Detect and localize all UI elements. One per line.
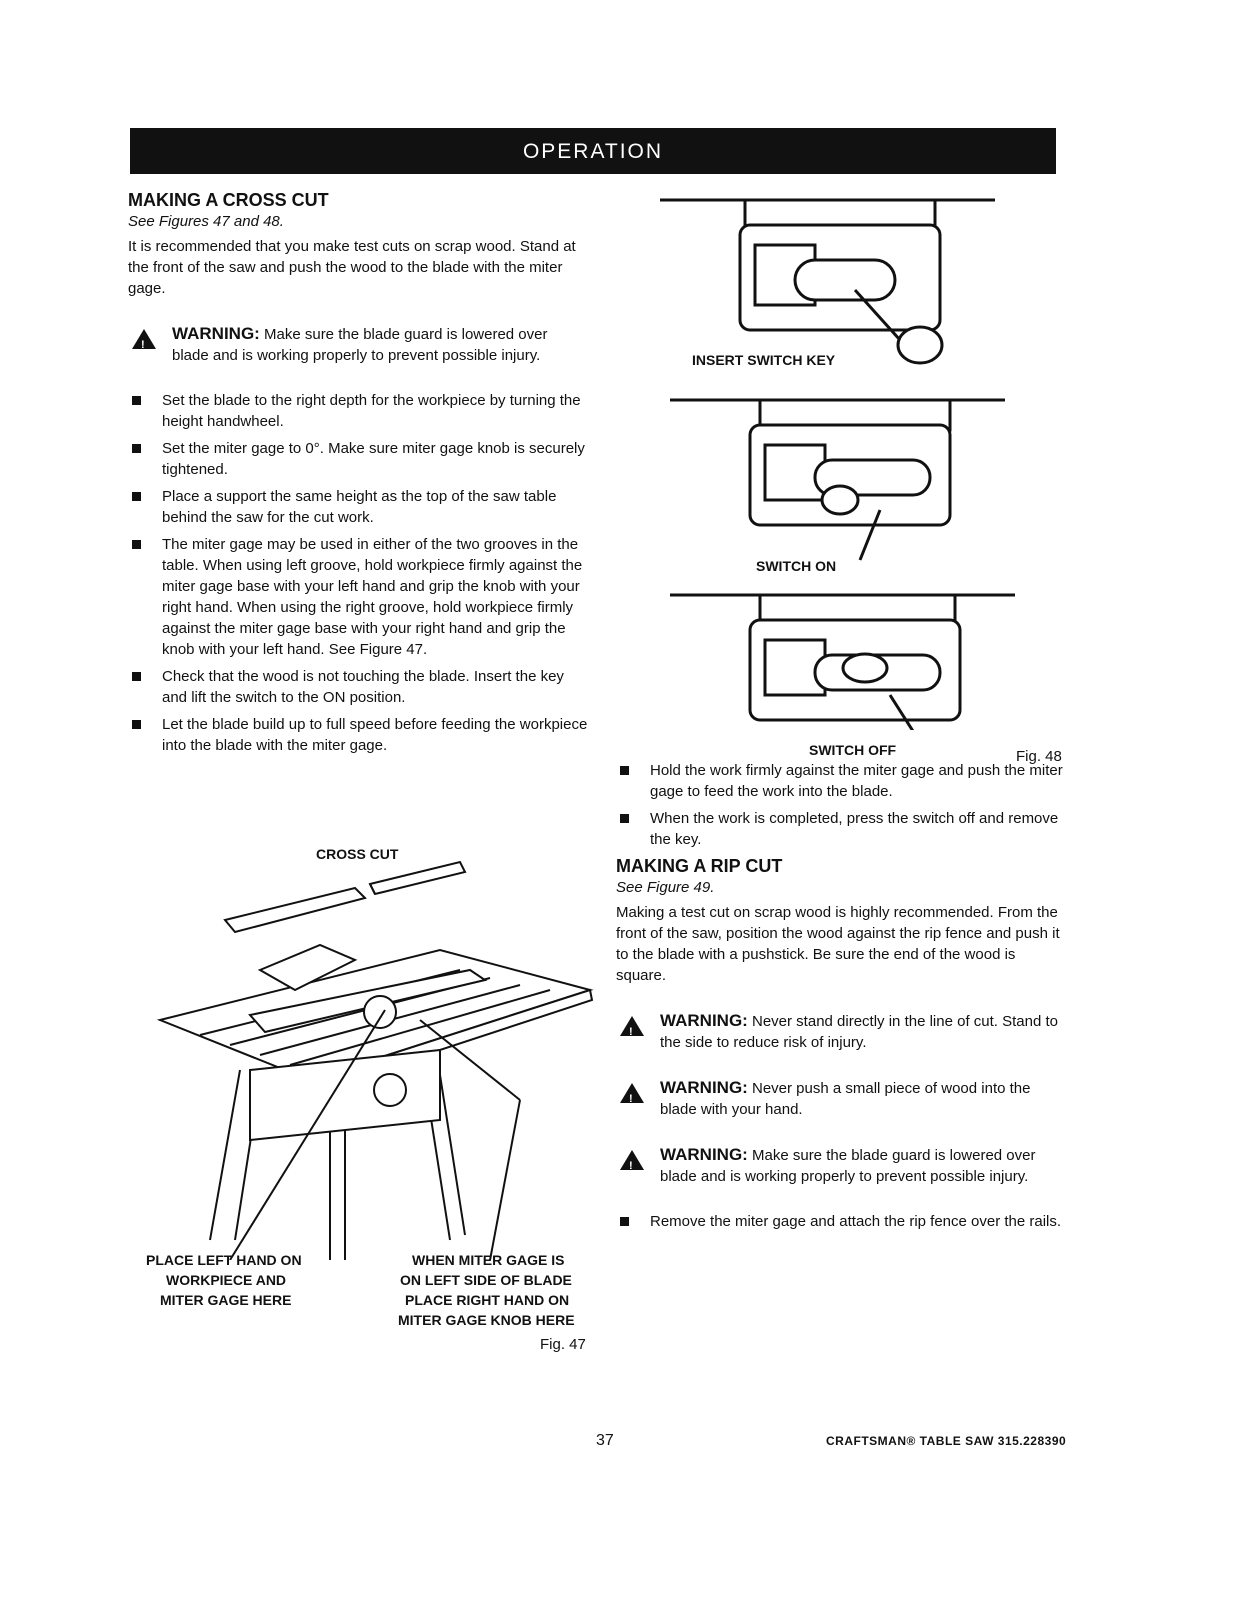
warning-icon [620,1083,644,1103]
cross-cut-warning [128,323,588,366]
list-item: Check that the wood is not touching the blade. Insert the key and lift the switch to the ON position. [128,666,588,708]
figure-48 [650,190,1070,765]
warning-label: WARNING: [660,1078,748,1097]
footer-brand: CRAFTSMAN® TABLE SAW 315.228390 [826,1434,1067,1448]
list-item: Let the blade build up to full speed before feeding the workpiece into the blade with the miter gage. [128,714,588,756]
label-cross-cut: CROSS CUT [316,846,399,862]
rip-warning-1 [616,1010,1066,1053]
list-item: Set the miter gage to 0°. Make sure miter gage knob is securely tightened. [128,438,588,480]
page-number: 37 [596,1432,614,1449]
fig-47-number: Fig. 47 [540,1336,586,1353]
label-right-hand-1: WHEN MITER GAGE IS [412,1252,565,1268]
warning-icon [132,329,156,349]
left-column [128,190,588,762]
warning-text: Make sure the blade guard is lowered over blade and is working properly to prevent possible injury. [172,326,548,364]
rip-warning-3 [616,1144,1066,1187]
warning-text: Never push a small piece of wood into the blade with your hand. [660,1080,1031,1118]
warning-label: WARNING: [660,1145,748,1164]
list-item: When the work is completed, press the switch off and remove the key. [616,808,1066,850]
section-header [130,128,1056,174]
switch-illustration [650,190,1070,730]
cross-cut-intro: It is recommended that you make test cuts on scrap wood. Stand at the front of the saw and push the wood to the blade with the miter gage. [128,238,576,297]
cross-cut-steps [128,390,588,756]
list-item: Hold the work firmly against the miter gage and push the miter gage to feed the work into the blade. [616,760,1066,802]
list-item: Remove the miter gage and attach the rip fence over the rails. [616,1211,1066,1232]
list-item: The miter gage may be used in either of the two grooves in the table. When using left groove, hold workpiece firmly against the miter gage base with your left hand and grip the knob with your right hand. When using the right groove, hold workpiece firmly against the miter gage base with your right hand and grip the knob with your left hand. See Figure 47. [128,534,588,660]
warning-icon [620,1016,644,1036]
label-right-hand-3: PLACE RIGHT HAND ON [405,1292,570,1308]
cross-cut-steps-continued [616,760,1066,850]
cross-cut-see: See Figures 47 and 48. [128,213,284,230]
label-left-hand-3: MITER GAGE HERE [160,1292,292,1308]
right-column [616,760,1066,1238]
label-right-hand-2: ON LEFT SIDE OF BLADE [400,1272,572,1288]
label-switch-on: SWITCH ON [756,558,837,574]
rip-warning-2 [616,1077,1066,1120]
rip-cut-intro: Making a test cut on scrap wood is highly recommended. From the front of the saw, position the wood against the rip fence and push it to the blade with a pushstick. Be sure the end of the wood is square. [616,904,1060,984]
list-item: Set the blade to the right depth for the workpiece by turning the height handwheel. [128,390,588,432]
rip-cut-heading: MAKING A RIP CUT [616,856,783,876]
label-right-hand-4: MITER GAGE KNOB HERE [398,1312,575,1328]
label-switch-off: SWITCH OFF [809,742,897,758]
rip-cut-steps [616,1211,1066,1232]
warning-label: WARNING: [172,324,260,343]
cross-cut-heading: MAKING A CROSS CUT [128,190,329,210]
rip-cut-see: See Figure 49. [616,879,715,896]
fig-48-number: Fig. 48 [1016,748,1062,765]
table-saw-illustration [140,840,610,1260]
figure-47 [140,840,610,1370]
label-left-hand-1: PLACE LEFT HAND ON [146,1252,302,1268]
warning-text: Never stand directly in the line of cut. Stand to the side to reduce risk of injury. [660,1013,1058,1051]
section-title: OPERATION [522,140,664,163]
warning-label: WARNING: [660,1011,748,1030]
list-item: Place a support the same height as the top of the saw table behind the saw for the cut work. [128,486,588,528]
warning-icon [620,1150,644,1170]
warning-text: Make sure the blade guard is lowered over blade and is working properly to prevent possible injury. [660,1147,1036,1185]
label-insert-switch-key: INSERT SWITCH KEY [692,352,836,368]
label-left-hand-2: WORKPIECE AND [166,1272,287,1288]
